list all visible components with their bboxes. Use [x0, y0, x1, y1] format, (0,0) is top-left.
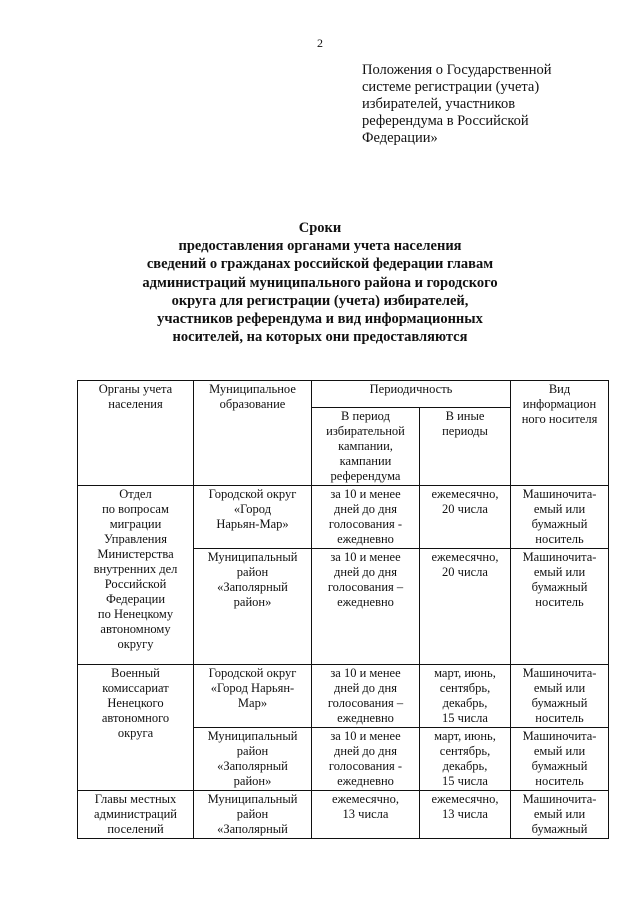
other-period-cell [420, 728, 511, 791]
terms-table [77, 380, 609, 839]
text-line: бумажный [531, 517, 588, 531]
text-line: Федерации [105, 592, 166, 606]
text-line: бумажный [531, 822, 588, 836]
text-line: В период [341, 409, 390, 423]
text-line: за 10 и менее [330, 729, 401, 743]
text-line: за 10 и менее [330, 550, 401, 564]
municipality-cell [194, 791, 312, 839]
text-line: Машиночита- [522, 792, 597, 806]
municipality-cell [194, 549, 312, 665]
table-row [78, 665, 609, 728]
text-line: Муниципальный [207, 729, 298, 743]
other-period-cell [420, 549, 511, 665]
text-line: Муниципальный [207, 792, 298, 806]
text-line: Министерства [97, 547, 174, 561]
text-line: март, июнь, [434, 729, 496, 743]
text-line: район [236, 565, 269, 579]
text-line: ежемесячно, [332, 792, 399, 806]
text-line: «Заполярный [217, 580, 288, 594]
campaign-period-cell [312, 665, 420, 728]
text-line: автономному [100, 622, 171, 636]
text-line: Военный [111, 666, 160, 680]
text-line: периоды [442, 424, 488, 438]
text-line: ежемесячно, [431, 487, 499, 501]
text-line: голосования - [328, 759, 403, 773]
text-line: округа [117, 726, 154, 740]
carrier-cell [511, 665, 609, 728]
campaign-period-cell [312, 549, 420, 665]
header-period-other [420, 408, 511, 486]
other-period-cell [420, 486, 511, 549]
text-line: кампании, [338, 439, 393, 453]
text-line: Городской округ [208, 666, 297, 680]
header-carrier [511, 381, 609, 486]
text-line: референдума в Российской [362, 113, 529, 129]
text-line: 13 числа [442, 807, 488, 821]
text-line: Нарьян-Мар» [216, 517, 289, 531]
text-line: носителей, на которых они предоставляются [172, 329, 468, 346]
text-line: Муниципальный [207, 550, 298, 564]
text-line: сентябрь, [439, 744, 491, 758]
header-municipality [194, 381, 312, 486]
text-line: бумажный [531, 580, 588, 594]
text-line: дней до дня [334, 744, 397, 758]
text-line: бумажный [531, 696, 588, 710]
text-line: дней до дня [334, 681, 397, 695]
text-line: комиссариат [102, 681, 169, 695]
text-line: район» [233, 774, 272, 788]
campaign-period-cell [312, 728, 420, 791]
carrier-cell [511, 549, 609, 665]
text-line: администраций муниципального района и городского [142, 274, 498, 291]
text-line: Машиночита- [522, 550, 597, 564]
text-line: Сроки [298, 220, 342, 236]
text-line: Машиночита- [522, 487, 597, 501]
document-heading [0, 219, 640, 346]
text-line: информацион [522, 397, 597, 411]
text-line: емый или [533, 807, 586, 821]
organ-cell [78, 486, 194, 665]
text-line: Периодичность [369, 382, 453, 396]
table-row [78, 486, 609, 549]
text-line: носитель [535, 595, 584, 609]
text-line: емый или [533, 502, 586, 516]
text-line: Федерации» [362, 130, 438, 146]
text-line: В иные [445, 409, 485, 423]
text-line: район [236, 807, 269, 821]
text-line: населения [108, 397, 163, 411]
text-line: сентябрь, [439, 681, 491, 695]
text-line: администраций [94, 807, 177, 821]
text-line: Российской [104, 577, 167, 591]
text-line: Машиночита- [522, 729, 597, 743]
text-line: кампании [339, 454, 392, 468]
text-line: 20 числа [442, 565, 488, 579]
text-line: округу [117, 637, 154, 651]
text-line: ежемесячно, [431, 550, 499, 564]
text-line: март, июнь, [434, 666, 496, 680]
text-line: дней до дня [334, 502, 397, 516]
text-line: 15 числа [442, 774, 488, 788]
text-line: емый или [533, 681, 586, 695]
text-line: Отдел [119, 487, 152, 501]
text-line: ежедневно [337, 532, 394, 546]
carrier-cell [511, 728, 609, 791]
text-line: район» [233, 595, 272, 609]
campaign-period-cell [312, 486, 420, 549]
text-line: ежедневно [337, 774, 394, 788]
text-line: голосования – [327, 696, 404, 710]
text-line: сведений о гражданах российской федерации главам [146, 256, 494, 273]
text-line: Положения о Государственной [362, 62, 552, 78]
organ-cell [78, 791, 194, 839]
text-line: предоставления органами учета населения [178, 238, 462, 255]
text-line: Машиночита- [522, 666, 597, 680]
municipality-cell [194, 486, 312, 549]
text-line: «Город [233, 502, 272, 516]
text-line: ного носителя [521, 412, 598, 426]
text-line: округа для регистрации (учета) избирателей, [171, 292, 469, 309]
text-line: Вид [548, 382, 571, 396]
text-line: за 10 и менее [330, 666, 401, 680]
appendix-note [362, 62, 592, 147]
text-line: поселений [107, 822, 164, 836]
text-line: емый или [533, 565, 586, 579]
carrier-cell [511, 791, 609, 839]
text-line: «Заполярный [217, 822, 288, 836]
text-line: дней до дня [334, 565, 397, 579]
page-number: 2 [317, 36, 323, 50]
text-line: по Ненецкому [97, 607, 174, 621]
text-line: миграции [109, 517, 162, 531]
carrier-cell [511, 486, 609, 549]
text-line: декабрь, [442, 759, 488, 773]
text-line: ежедневно [337, 595, 394, 609]
table-row [78, 791, 609, 839]
text-line: внутренних дел [93, 562, 178, 576]
text-line: Главы местных [94, 792, 177, 806]
text-line: 15 числа [442, 711, 488, 725]
organ-cell [78, 665, 194, 791]
header-periodicity [312, 381, 511, 408]
text-line: Управления [104, 532, 167, 546]
text-line: по вопросам [102, 502, 169, 516]
text-line: избирателей, участников [362, 96, 516, 112]
text-line: автономного [101, 711, 170, 725]
text-line: носитель [535, 774, 584, 788]
text-line: голосования - [328, 517, 403, 531]
text-line: участников референдума и вид информационных [157, 311, 483, 328]
text-line: Ненецкого [107, 696, 164, 710]
text-line: декабрь, [442, 696, 488, 710]
text-line: референдума [330, 469, 401, 483]
header-period-campaign [312, 408, 420, 486]
text-line: 13 числа [342, 807, 389, 821]
text-line: ежедневно [337, 711, 394, 725]
text-line: Мар» [237, 696, 268, 710]
text-line: емый или [533, 744, 586, 758]
text-line: носитель [535, 711, 584, 725]
text-line: 20 числа [442, 502, 488, 516]
text-line: Органы учета [98, 382, 173, 396]
header-organ [78, 381, 194, 486]
other-period-cell [420, 665, 511, 728]
text-line: район [236, 744, 269, 758]
text-line: Муниципальное [209, 382, 296, 396]
campaign-period-cell [312, 791, 420, 839]
text-line: Городской округ [208, 487, 297, 501]
text-line: носитель [535, 532, 584, 546]
text-line: ежемесячно, [431, 792, 499, 806]
table-header-row [78, 381, 609, 408]
municipality-cell [194, 665, 312, 728]
text-line: за 10 и менее [330, 487, 401, 501]
text-line: «Заполярный [217, 759, 288, 773]
text-line: избирательной [326, 424, 405, 438]
text-line: образование [219, 397, 286, 411]
text-line: бумажный [531, 759, 588, 773]
text-line: системе регистрации (учета) [362, 79, 540, 95]
text-line: «Город Нарьян- [210, 681, 295, 695]
other-period-cell [420, 791, 511, 839]
text-line: голосования – [327, 580, 404, 594]
municipality-cell [194, 728, 312, 791]
